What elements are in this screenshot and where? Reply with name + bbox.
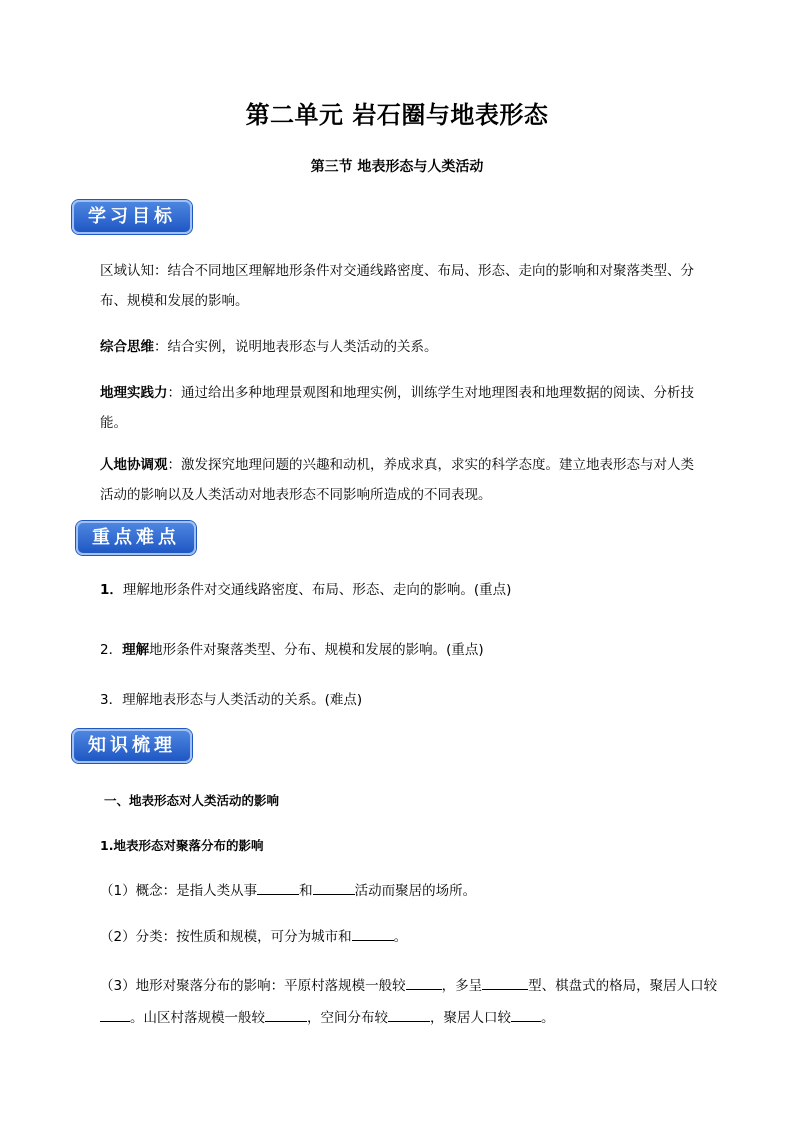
answer-blank[interactable]	[511, 1007, 541, 1022]
question-2	[100, 926, 720, 947]
goal-geo-practice	[100, 378, 720, 438]
q1-text-a: （1）概念：是指人类从事	[100, 883, 258, 899]
q3-text-f: ，聚居人口较	[430, 1010, 511, 1026]
q3-text-a: （3）地形对聚落分布的影响：平原村落规模一般较	[100, 978, 406, 994]
key-point-item	[100, 690, 720, 710]
answer-blank[interactable]	[313, 880, 355, 895]
key-point-num: 2．	[100, 642, 123, 658]
goal-label: 人地协调观	[100, 457, 168, 473]
q3-text-c: 型、棋盘式的格局，聚居人口较	[528, 978, 718, 994]
key-point-lead: 理解	[122, 642, 150, 658]
goal-human-earth	[100, 450, 720, 510]
q3-text-g: 。	[541, 1010, 555, 1026]
answer-blank[interactable]	[265, 1007, 307, 1022]
unit-title: 第二单元 岩石圈与地表形态	[245, 101, 549, 129]
knowledge-section-heading: 一、地表形态对人类活动的影响	[104, 793, 280, 808]
key-point-text: 地形条件对聚落类型、分布、规模和发展的影响。(重点)	[149, 642, 484, 658]
q3-text-d: 。山区村落规模一般较	[130, 1010, 265, 1026]
key-points-badge: 重点难点	[76, 521, 196, 555]
goal-comprehensive-thinking	[100, 332, 720, 362]
goal-text: ：激发探究地理问题的兴趣和动机，养成求真，求实的科学态度。建立地表形态与对人类	[167, 457, 694, 473]
knowledge-sub-heading: 1.地表形态对聚落分布的影响	[100, 838, 264, 853]
goal-text-cont: 活动的影响以及人类活动对地表形态不同影响所造成的不同表现。	[100, 487, 492, 503]
answer-blank[interactable]	[257, 880, 299, 895]
goal-text: ：结合实例，说明地表形态与人类活动的关系。	[154, 339, 438, 355]
question-1	[100, 880, 720, 901]
key-point-num: 3．	[100, 692, 123, 708]
key-point-text: 理解地形条件对交通线路密度、布局、形态、走向的影响。(重点)	[122, 582, 512, 598]
learning-goals-badge: 学习目标	[72, 200, 192, 234]
q1-text-b: 和	[299, 883, 313, 899]
goal-text-cont: 布、规模和发展的影响。	[100, 293, 249, 309]
knowledge-badge: 知识梳理	[72, 729, 192, 763]
q3-text-e: ，空间分布较	[307, 1010, 388, 1026]
goal-text: 结合不同地区理解地形条件对交通线路密度、布局、形态、走向的影响和对聚落类型、分	[167, 263, 694, 279]
key-point-item	[100, 640, 720, 660]
answer-blank[interactable]	[100, 1007, 130, 1022]
q2-text-b: 。	[393, 929, 408, 945]
question-3	[100, 970, 740, 1034]
answer-blank[interactable]	[482, 975, 528, 990]
goal-text: ：通过给出多种地理景观图和地理实例，训练学生对地理图表和地理数据的阅读、分析技	[167, 385, 694, 401]
goal-label: 综合思维	[100, 339, 154, 355]
key-point-item	[100, 580, 720, 600]
q1-text-c: 活动而聚居的场所。	[354, 883, 477, 899]
goal-regional-cognition	[100, 256, 720, 316]
goal-text-cont: 能。	[100, 415, 127, 431]
answer-blank[interactable]	[352, 926, 394, 941]
answer-blank[interactable]	[406, 975, 442, 990]
answer-blank[interactable]	[388, 1007, 430, 1022]
goal-label: 地理实践力	[100, 385, 168, 401]
key-point-num: 1．	[100, 582, 123, 598]
q3-text-b: ，多呈	[441, 978, 483, 994]
section-subtitle: 第三节 地表形态与人类活动	[310, 159, 484, 175]
q2-text-a: （2）分类：按性质和规模，可分为城市和	[100, 929, 352, 945]
key-point-text: 理解地表形态与人类活动的关系。(难点)	[122, 692, 363, 708]
goal-label: 区域认知：	[100, 263, 168, 279]
